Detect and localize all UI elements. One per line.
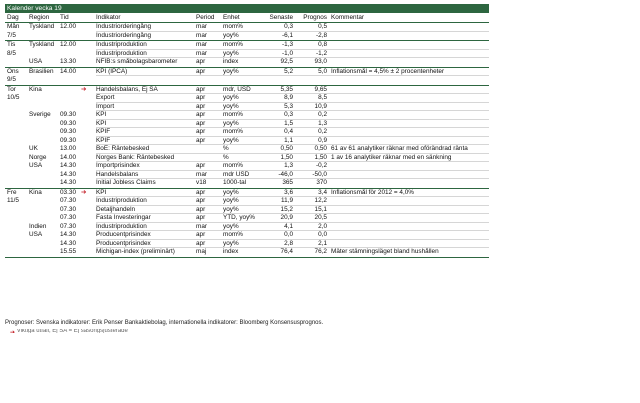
- cell-indikator: KPI: [96, 119, 107, 127]
- table-header: [5, 13, 489, 23]
- table-bottom-rule: [5, 257, 489, 258]
- cell-indikator: Export: [96, 94, 115, 101]
- cell-indikator: Industriproduktion: [96, 49, 147, 57]
- cell-enhet: yoy%: [223, 205, 239, 213]
- cell-tid: 12.00: [60, 23, 76, 30]
- table-row: [5, 111, 489, 120]
- cell-tid: 07.30: [60, 214, 76, 221]
- cell-period: apr: [196, 102, 206, 110]
- cell-tid: 14.30: [60, 162, 76, 169]
- cell-period: maj: [196, 248, 207, 255]
- cell-senaste: 92,5: [280, 58, 293, 65]
- cell-senaste: 1,3: [284, 162, 293, 169]
- cell-indikator: Industriorderingång: [96, 23, 152, 30]
- cell-region: Indien: [29, 222, 47, 230]
- cell-period: apr: [196, 136, 206, 144]
- cell-tid: 14.30: [60, 239, 76, 247]
- cell-prognos: 0,2: [318, 111, 327, 118]
- cell-indikator: Handelsbalans: [96, 170, 139, 178]
- cell-enhet: index: [223, 58, 239, 65]
- cell-tid: 09.30: [60, 136, 76, 144]
- cell-prognos: 0,2: [318, 128, 327, 135]
- cell-prognos: 2,1: [318, 239, 327, 247]
- cell-enhet: mdr USD: [223, 170, 250, 178]
- table-row: [5, 137, 489, 146]
- cell-period: mar: [196, 31, 208, 39]
- important-arrow-icon: ➔: [81, 85, 87, 93]
- cell-tid: 07.30: [60, 197, 76, 204]
- cell-period: apr: [196, 214, 206, 221]
- cell-enhet: yoy%: [223, 136, 239, 144]
- cell-period: apr: [196, 231, 206, 238]
- cell-senaste: 0,0: [284, 231, 293, 238]
- cell-prognos: 370: [316, 179, 327, 186]
- cell-indikator: Norges Bank: Räntebesked: [96, 153, 175, 161]
- col-header-indikator: Indikator: [96, 14, 121, 21]
- cell-enhet: mom%: [223, 231, 243, 238]
- cell-tid: 09.30: [60, 128, 76, 135]
- cell-enhet: YTD, yoy%: [223, 214, 255, 221]
- cell-indikator: KPIF: [96, 128, 111, 135]
- legend-text: Viktiga utfall, Ej SA = Ej säsongsjusterade: [16, 329, 128, 333]
- cell-tid: 07.30: [60, 205, 76, 213]
- cell-enhet: mom%: [223, 111, 243, 118]
- table-row: [5, 120, 489, 129]
- cell-indikator: KPI (IPCA): [96, 67, 128, 75]
- cell-senaste: 0,4: [284, 128, 293, 135]
- cell-enhet: mom%: [223, 23, 243, 30]
- cell-enhet: mdr, USD: [223, 85, 251, 93]
- cell-period: mar: [196, 49, 208, 57]
- cell-indikator: Michigan-index (preliminärt): [96, 248, 175, 255]
- cell-indikator: KPI: [96, 188, 107, 196]
- cell-kommentar: 1 av 16 analytiker räknar med en sänkning: [331, 153, 452, 161]
- cell-dag: 8/5: [7, 49, 16, 57]
- cell-region: Kina: [29, 85, 42, 93]
- cell-indikator: Industriproduktion: [96, 197, 147, 204]
- cell-prognos: 0,5: [318, 23, 327, 30]
- cell-enhet: mom%: [223, 162, 243, 169]
- cell-senaste: 5,2: [284, 67, 293, 75]
- col-header-region: Region: [29, 14, 50, 21]
- cell-senaste: 20,9: [280, 214, 293, 221]
- cell-period: apr: [196, 85, 206, 93]
- col-header-kommentar: Kommentar: [331, 14, 365, 21]
- cell-senaste: -1,0: [281, 49, 293, 57]
- cell-period: apr: [196, 188, 206, 196]
- cell-region: Brasilien: [29, 67, 54, 75]
- cell-senaste: 0,50: [280, 145, 293, 152]
- cell-indikator: NFIB:s småbolagsbarometer: [96, 58, 178, 65]
- table-row: [5, 85, 489, 95]
- cell-period: mar: [196, 23, 208, 30]
- cell-indikator: Producentprisindex: [96, 239, 151, 247]
- col-header-dag: Dag: [7, 14, 19, 21]
- cell-region: Kina: [29, 188, 42, 196]
- cell-region: USA: [29, 231, 43, 238]
- cell-senaste: 0,3: [284, 111, 293, 118]
- cell-period: apr: [196, 162, 206, 169]
- cell-prognos: 3,4: [318, 188, 327, 196]
- cell-region: Sverige: [29, 111, 51, 118]
- cell-enhet: %: [223, 153, 229, 161]
- cell-enhet: 1000-tal: [223, 179, 247, 186]
- cell-prognos: -2,8: [315, 31, 327, 39]
- cell-prognos: 0,0: [318, 231, 327, 238]
- cell-enhet: yoy%: [223, 49, 239, 57]
- table-row: [5, 40, 489, 50]
- cell-indikator: BoE: Räntebesked: [96, 145, 150, 152]
- cell-enhet: yoy%: [223, 102, 239, 110]
- cell-indikator: Industriproduktion: [96, 41, 147, 48]
- table-row: [5, 162, 489, 171]
- cell-senaste: 8,9: [284, 94, 293, 101]
- cell-period: mar: [196, 170, 208, 178]
- cell-senaste: 0,3: [284, 23, 293, 30]
- cell-tid: 13.00: [60, 145, 76, 152]
- cell-indikator: Detaljhandeln: [96, 205, 136, 213]
- cell-region: USA: [29, 58, 43, 65]
- col-header-tid: Tid: [60, 14, 69, 21]
- cell-enhet: yoy%: [223, 239, 239, 247]
- table-row: [5, 145, 489, 154]
- cell-prognos: 2,0: [318, 222, 327, 230]
- table-row: [5, 197, 489, 206]
- cell-region: UK: [29, 145, 38, 152]
- cell-senaste: 15,2: [280, 205, 293, 213]
- cell-period: apr: [196, 128, 206, 135]
- cell-indikator: Initial Jobless Claims: [96, 179, 156, 186]
- col-header-period: Period: [196, 14, 215, 21]
- cell-indikator: KPIF: [96, 136, 111, 144]
- table-row: [5, 67, 489, 77]
- cell-tid: 07.30: [60, 222, 76, 230]
- cell-kommentar: Inflationsmål = 4,5% ± 2 procentenheter: [331, 67, 445, 75]
- cell-enhet: yoy%: [223, 222, 239, 230]
- cell-period: apr: [196, 94, 206, 101]
- cell-dag: Mån: [7, 23, 20, 30]
- cell-period: apr: [196, 239, 206, 247]
- table-row: [5, 76, 489, 85]
- cell-period: v18: [196, 179, 207, 186]
- cell-senaste: 3,6: [284, 188, 293, 196]
- cell-prognos: 10,9: [314, 102, 327, 110]
- cell-prognos: 12,2: [314, 197, 327, 204]
- cell-prognos: 93,0: [314, 58, 327, 65]
- cell-period: apr: [196, 197, 206, 204]
- cell-enhet: index: [223, 248, 239, 255]
- table-row: [5, 94, 489, 103]
- col-header-prognos: Prognos: [303, 14, 327, 21]
- table-row: [5, 23, 489, 32]
- cell-indikator: Importprisindex: [96, 162, 140, 169]
- cell-tid: 14.30: [60, 179, 76, 186]
- table-body: [5, 23, 489, 258]
- cell-prognos: 20,5: [314, 214, 327, 221]
- cell-prognos: -0,2: [315, 162, 327, 169]
- cell-dag: Ons: [7, 67, 19, 75]
- cell-prognos: 76,2: [314, 248, 327, 255]
- cell-prognos: 0,8: [318, 41, 327, 48]
- col-header-senaste: Senaste: [269, 14, 293, 21]
- cell-indikator: KPI: [96, 111, 107, 118]
- cell-prognos: 0,50: [314, 145, 327, 152]
- table-row: [5, 32, 489, 41]
- cell-indikator: Handelsbalans, Ej SA: [96, 85, 158, 93]
- cell-senaste: 5,3: [284, 102, 293, 110]
- cell-senaste: 76,4: [280, 248, 293, 255]
- important-arrow-icon: ➔: [81, 188, 87, 196]
- table-row: [5, 154, 489, 163]
- cell-senaste: 1,5: [284, 119, 293, 127]
- cell-enhet: yoy%: [223, 197, 239, 204]
- cell-region: Norge: [29, 153, 47, 161]
- cell-kommentar: Mäter stämningsläget bland hushållen: [331, 248, 439, 255]
- cell-kommentar: 61 av 61 analytiker räknar med oförändrad ränta: [331, 145, 468, 152]
- cell-indikator: Producentprisindex: [96, 231, 151, 238]
- table-row: [5, 188, 489, 198]
- cell-region: Tyskland: [29, 23, 55, 30]
- table-row: [5, 58, 489, 67]
- cell-dag: 11/5: [7, 197, 19, 204]
- cell-tid: 14.00: [60, 153, 76, 161]
- cell-indikator: Import: [96, 102, 115, 110]
- cell-enhet: yoy%: [223, 188, 239, 196]
- cell-enhet: yoy%: [223, 67, 239, 75]
- cell-prognos: 1,50: [314, 153, 327, 161]
- cell-period: mar: [196, 41, 208, 48]
- cell-enhet: yoy%: [223, 94, 239, 101]
- cell-senaste: -6,1: [281, 31, 293, 39]
- cell-senaste: 11,9: [281, 197, 293, 204]
- cell-tid: 14.00: [60, 67, 76, 75]
- cell-indikator: Industriproduktion: [96, 222, 147, 230]
- calendar-sheet: [5, 4, 489, 258]
- col-header-enhet: Enhet: [223, 14, 240, 21]
- table-row: [5, 206, 489, 215]
- cell-period: apr: [196, 205, 206, 213]
- cell-enhet: %: [223, 145, 229, 152]
- cell-tid: 13.30: [60, 58, 76, 65]
- cell-enhet: yoy%: [223, 119, 239, 127]
- cell-prognos: 15,1: [314, 205, 327, 213]
- cell-kommentar: Inflationsmål för 2012 = 4,0%: [331, 188, 414, 196]
- table-row: [5, 50, 489, 59]
- table-row: [5, 128, 489, 137]
- cell-indikator: Fasta Investeringar: [96, 214, 151, 221]
- cell-period: apr: [196, 58, 206, 65]
- cell-dag: 9/5: [7, 76, 16, 83]
- cell-senaste: -1,3: [281, 41, 293, 48]
- cell-dag: Tis: [7, 41, 16, 48]
- cell-dag: Fre: [7, 188, 17, 196]
- cell-senaste: 1,1: [284, 136, 293, 144]
- calendar-title: Kalender vecka 19: [5, 4, 489, 13]
- cell-region: Tyskland: [29, 41, 55, 48]
- cell-tid: 09.30: [60, 119, 76, 127]
- cell-period: apr: [196, 111, 206, 118]
- cell-prognos: 1,3: [318, 119, 327, 127]
- cell-senaste: 5,35: [280, 85, 293, 93]
- cell-tid: 03.30: [60, 188, 76, 196]
- cell-region: USA: [29, 162, 43, 169]
- table-row: [5, 179, 489, 188]
- cell-prognos: 0,9: [318, 136, 327, 144]
- cell-period: apr: [196, 67, 206, 75]
- cell-indikator: Industriorderingång: [96, 31, 152, 39]
- cell-enhet: yoy%: [223, 31, 239, 39]
- legend: [10, 329, 310, 333]
- table-row: [5, 103, 489, 112]
- table-row: [5, 240, 489, 249]
- cell-dag: 10/5: [7, 94, 20, 101]
- cell-period: apr: [196, 119, 206, 127]
- cell-enhet: mom%: [223, 128, 243, 135]
- table-row: [5, 248, 489, 257]
- cell-enhet: mom%: [223, 41, 243, 48]
- cell-senaste: 2,8: [284, 239, 293, 247]
- cell-tid: 14.30: [60, 170, 76, 178]
- cell-tid: 12.00: [60, 41, 76, 48]
- cell-dag: Tor: [7, 85, 16, 93]
- cell-prognos: -50,0: [312, 170, 327, 178]
- important-arrow-icon: ➔: [10, 330, 16, 333]
- cell-prognos: 5,0: [318, 67, 327, 75]
- table-row: [5, 171, 489, 180]
- cell-senaste: 4,1: [284, 222, 293, 230]
- table-row: [5, 231, 489, 240]
- cell-tid: 15.55: [60, 248, 76, 255]
- cell-tid: 09.30: [60, 111, 76, 118]
- cell-prognos: 8,5: [318, 94, 327, 101]
- cell-dag: 7/5: [7, 31, 16, 39]
- cell-senaste: -46,0: [278, 170, 293, 178]
- cell-prognos: -1,2: [315, 49, 327, 57]
- cell-senaste: 1,50: [280, 153, 293, 161]
- cell-tid: 14.30: [60, 231, 76, 238]
- table-row: [5, 223, 489, 232]
- cell-period: mar: [196, 222, 208, 230]
- table-row: [5, 214, 489, 223]
- cell-senaste: 365: [282, 179, 293, 186]
- footnote: Prognoser: Svenska indikatorer: Erik Penser Bankaktiebolag, internationella indikatorer: Bloomberg Konsensusprognos.: [5, 320, 324, 326]
- cell-prognos: 9,65: [314, 85, 327, 93]
